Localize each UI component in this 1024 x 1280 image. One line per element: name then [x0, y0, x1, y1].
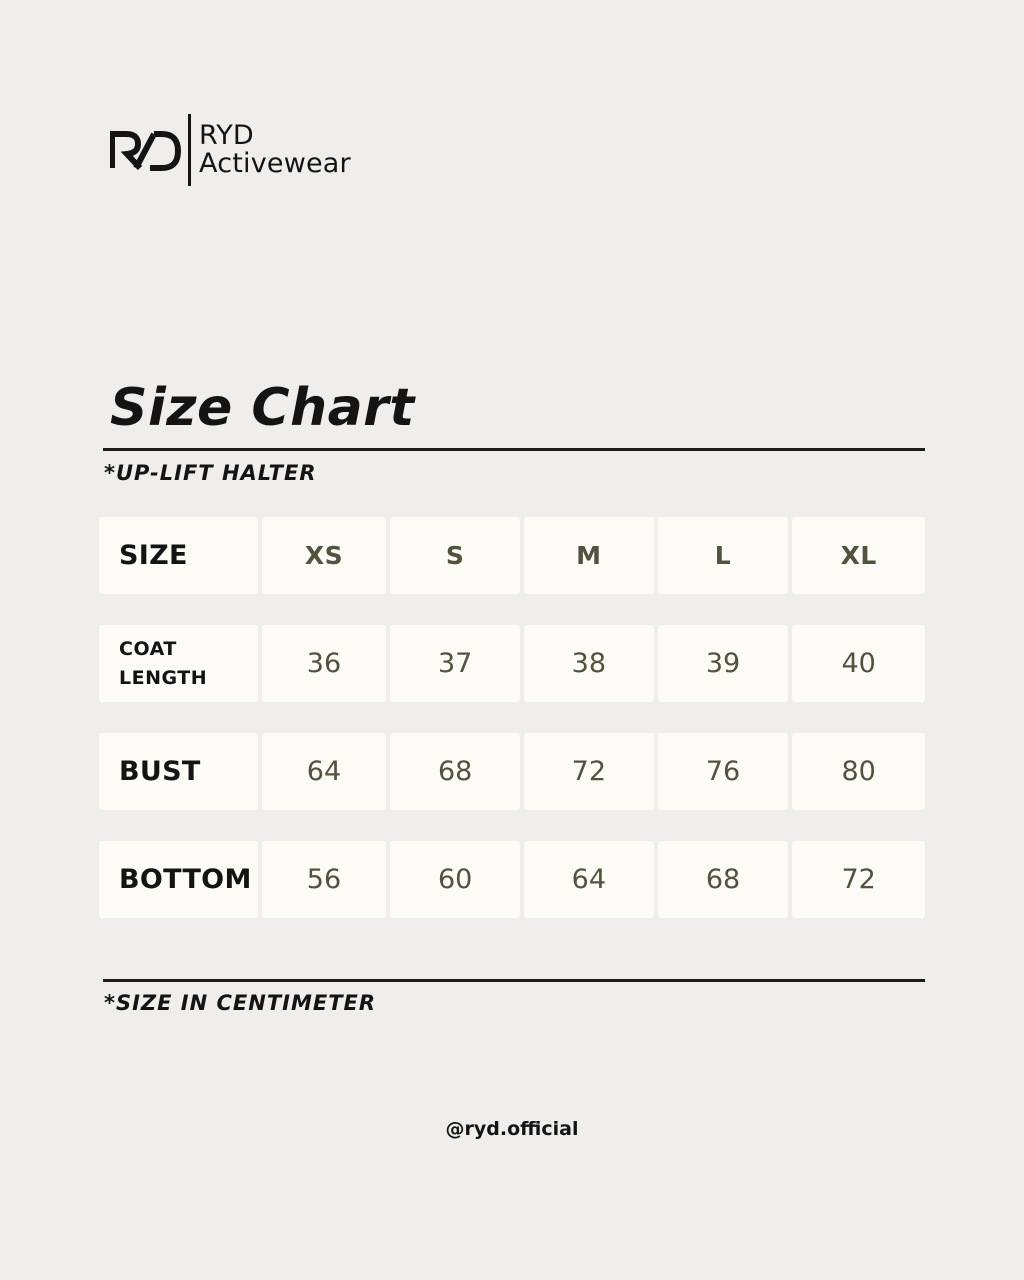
value: 64: [306, 756, 342, 787]
row-label-cell: [99, 841, 258, 918]
value: 56: [306, 864, 342, 895]
brand-name: [199, 122, 351, 178]
value-cell: [524, 625, 654, 702]
header-label-cell: [99, 517, 258, 594]
value-cell: [390, 733, 520, 810]
title-divider: [103, 448, 925, 451]
value: 36: [306, 648, 342, 679]
size-table: [99, 517, 925, 949]
row-label: BOTTOM: [119, 864, 252, 895]
row-label: COAT LENGTH: [119, 637, 208, 689]
value: 39: [705, 648, 741, 679]
row-label-cell: [99, 733, 258, 810]
header-cell-xl: [792, 517, 925, 594]
value-cell: [792, 733, 925, 810]
value-cell: [262, 733, 387, 810]
footer-divider: [103, 979, 925, 982]
header-cell-xs: [262, 517, 387, 594]
size-l: L: [714, 541, 732, 570]
value-cell: [262, 841, 387, 918]
value: 68: [705, 864, 741, 895]
brand-line-1: RYD: [199, 120, 254, 151]
header-cell-l: [658, 517, 789, 594]
logo-divider: [188, 114, 191, 186]
row-label: BUST: [119, 756, 201, 787]
size-xs: XS: [304, 541, 344, 570]
value: 40: [841, 648, 876, 679]
value: 72: [571, 756, 607, 787]
value-cell: [658, 625, 789, 702]
value: 60: [437, 864, 473, 895]
value: 72: [841, 864, 876, 895]
header-cell-m: [524, 517, 654, 594]
value: 64: [571, 864, 607, 895]
ryd-monogram-icon: [110, 128, 182, 172]
value-cell: [524, 733, 654, 810]
value-cell: [658, 733, 789, 810]
value-cell: [792, 841, 925, 918]
value: 80: [841, 756, 876, 787]
table-row-coat-length: [99, 625, 925, 702]
size-s: S: [445, 541, 465, 570]
value-cell: [524, 841, 654, 918]
value-cell: [658, 841, 789, 918]
value-cell: [262, 625, 387, 702]
value: 38: [571, 648, 607, 679]
header-label: SIZE: [119, 540, 188, 571]
size-m: M: [576, 541, 602, 570]
value-cell: [390, 841, 520, 918]
table-header-row: [99, 517, 925, 594]
table-row-bottom: [99, 841, 925, 918]
product-note: *UP-LIFT HALTER: [104, 461, 317, 485]
value-cell: [390, 625, 520, 702]
value-cell: [792, 625, 925, 702]
header-cell-s: [390, 517, 520, 594]
social-handle: @ryd.official: [445, 1118, 579, 1140]
row-label-cell: [99, 625, 258, 702]
value: 68: [437, 756, 473, 787]
brand-logo: [110, 113, 351, 187]
table-row-bust: [99, 733, 925, 810]
brand-line-2: Activewear: [199, 148, 351, 179]
unit-note: *SIZE IN CENTIMETER: [104, 991, 377, 1015]
size-xl: XL: [840, 541, 877, 570]
value: 76: [705, 756, 741, 787]
value: 37: [437, 648, 473, 679]
page-title: Size Chart: [110, 378, 415, 438]
